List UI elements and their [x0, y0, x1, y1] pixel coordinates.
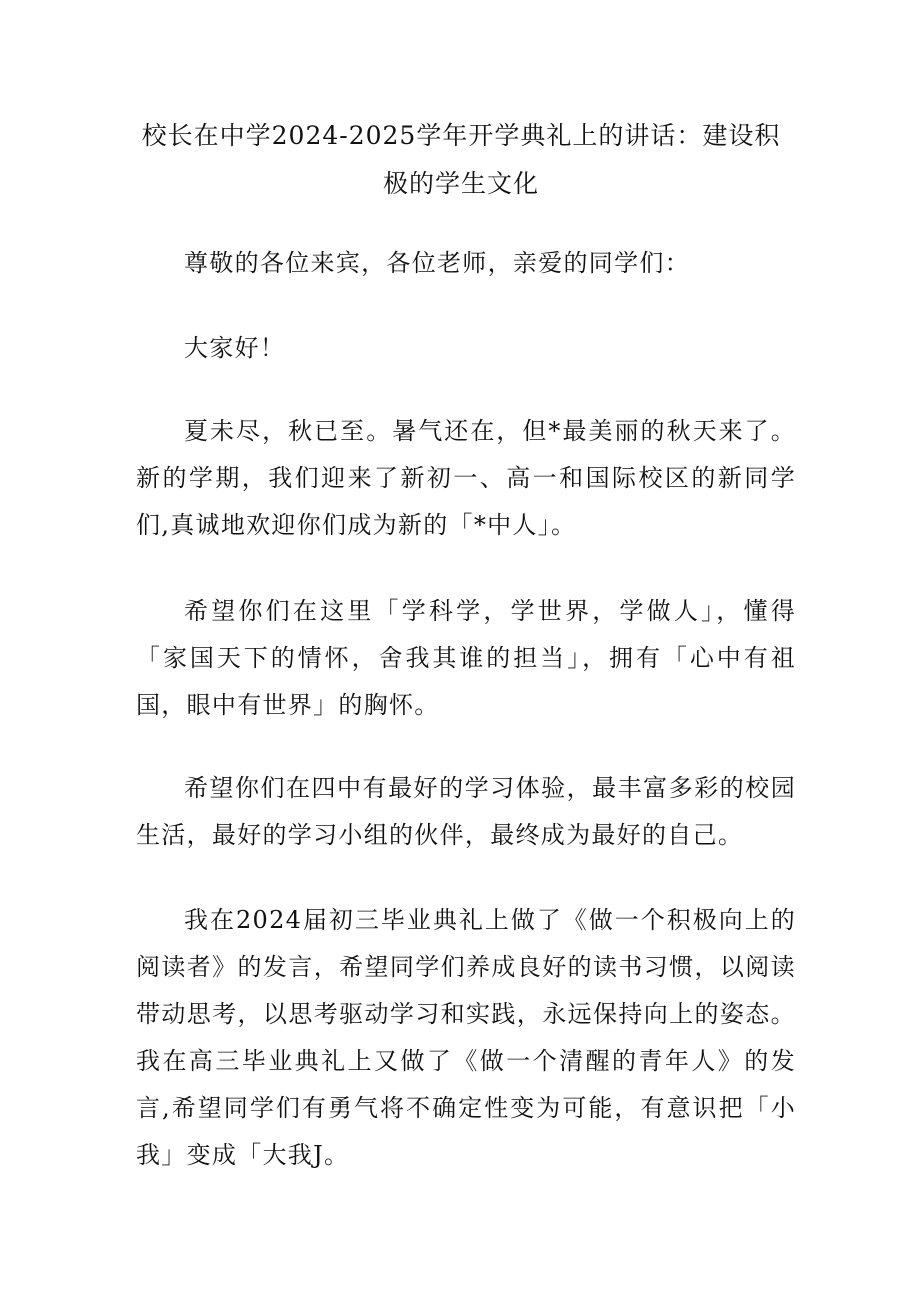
greeting: 大家好！	[184, 334, 286, 362]
paragraph: 夏未尽，秋已至。暑气还在，但*最美丽的秋天来了。新的学期，我们迎来了新初一、高一和国际校区的新同学们,真诚地欢迎你们成为新的「*中人」。	[136, 417, 796, 539]
paragraph: 希望你们在四中有最好的学习体验，最丰富多彩的校园生活，最好的学习小组的伙伴，最终成为最好的自己。	[136, 774, 796, 849]
salutation: 尊敬的各位来宾，各位老师，亲爱的同学们：	[184, 249, 690, 277]
paragraph: 我在2024届初三毕业典礼上做了《做一个积极向上的阅读者》的发言，希望同学们养成良好的读书习惯，以阅读带动思考，以思考驱动学习和实践，永远保持向上的姿态。我在高三毕业典礼上又做了《做一个清醒的青年人》的发言,希望同学们有勇气将不确定性变为可能，有意识把「小我」变成「大我J。	[136, 906, 796, 1169]
document-title: 校长在中学2024-2025学年开学典礼上的讲话：建设积极的学生文化	[141, 121, 781, 198]
paragraph: 希望你们在这里「学科学，学世界，学做人」，懂得「家国天下的情怀，舍我其谁的担当」，拥有「心中有祖国，眼中有世界」的胸怀。	[136, 597, 796, 719]
